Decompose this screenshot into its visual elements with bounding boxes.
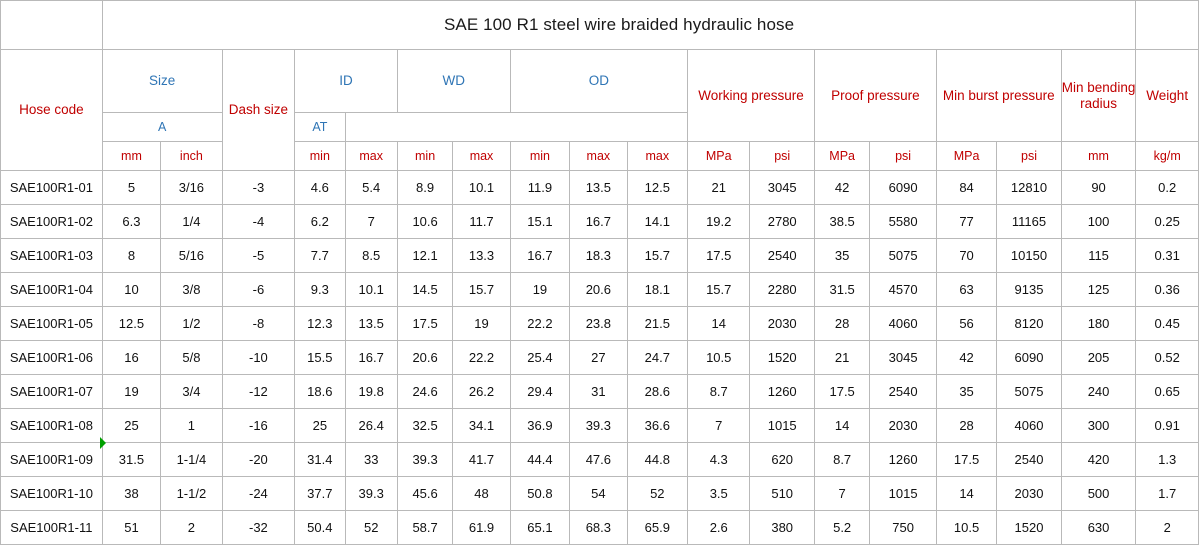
cell-id-min[interactable]: 50.4: [295, 511, 345, 545]
cell-size-mm[interactable]: 5: [102, 171, 160, 205]
header-unit-wd-min: min: [397, 142, 452, 171]
cell-wd-max[interactable]: 13.3: [453, 239, 510, 273]
cell-mbp-psi[interactable]: 2030: [997, 477, 1061, 511]
cell-a-max[interactable]: 27: [570, 341, 627, 375]
cell-wd-max[interactable]: 15.7: [453, 273, 510, 307]
cell-wd-max[interactable]: 26.2: [453, 375, 510, 409]
cell-a-max[interactable]: 23.8: [570, 307, 627, 341]
cell-wd-min[interactable]: 39.3: [397, 443, 452, 477]
table-row: [1, 341, 1199, 375]
cell-radius[interactable]: 205: [1061, 341, 1136, 375]
cell-radius[interactable]: 115: [1061, 239, 1136, 273]
cell-wp-psi[interactable]: 2780: [750, 205, 814, 239]
cell-wp-mpa[interactable]: 14: [688, 307, 750, 341]
cell-id-max[interactable]: 39.3: [345, 477, 397, 511]
cell-pp-mpa[interactable]: 35: [814, 239, 869, 273]
table-row: [1, 511, 1199, 545]
cell-size-mm[interactable]: 51: [102, 511, 160, 545]
cell-hose-code[interactable]: SAE100R1-09: [1, 443, 103, 477]
cell-pp-psi[interactable]: 6090: [870, 171, 936, 205]
cell-a-min[interactable]: 36.9: [510, 409, 569, 443]
cell-at-max[interactable]: 44.8: [627, 443, 687, 477]
cell-wd-min[interactable]: 45.6: [397, 477, 452, 511]
cell-mbp-mpa[interactable]: 10.5: [936, 511, 996, 545]
cell-pp-psi[interactable]: 2540: [870, 375, 936, 409]
cell-weight[interactable]: 2: [1136, 511, 1199, 545]
cell-wp-psi[interactable]: 380: [750, 511, 814, 545]
header-unit-wp-mpa: MPa: [688, 142, 750, 171]
cell-weight[interactable]: 0.52: [1136, 341, 1199, 375]
cell-id-min[interactable]: 25: [295, 409, 345, 443]
cell-wp-psi[interactable]: 3045: [750, 171, 814, 205]
cell-pp-mpa[interactable]: 14: [814, 409, 869, 443]
cell-a-max[interactable]: 54: [570, 477, 627, 511]
cell-a-min[interactable]: 15.1: [510, 205, 569, 239]
header-unit-a-min: min: [510, 142, 569, 171]
header-unit-size-mm: mm: [102, 142, 160, 171]
table-row: [1, 409, 1199, 443]
cell-pp-mpa[interactable]: 31.5: [814, 273, 869, 307]
cell-size-mm[interactable]: 19: [102, 375, 160, 409]
cell-a-max[interactable]: 16.7: [570, 205, 627, 239]
cell-at-max[interactable]: 65.9: [627, 511, 687, 545]
cell-mbp-mpa[interactable]: 14: [936, 477, 996, 511]
cell-wd-max[interactable]: 22.2: [453, 341, 510, 375]
header-unit-mbp-mpa: MPa: [936, 142, 996, 171]
cell-weight[interactable]: 0.36: [1136, 273, 1199, 307]
cell-id-min[interactable]: 31.4: [295, 443, 345, 477]
header-unit-size-inch: inch: [161, 142, 222, 171]
cell-hose-code[interactable]: SAE100R1-11: [1, 511, 103, 545]
cell-wd-min[interactable]: 12.1: [397, 239, 452, 273]
cell-a-max[interactable]: 13.5: [570, 171, 627, 205]
table-body: [1, 171, 1199, 545]
header-weight: Weight: [1136, 50, 1199, 142]
cell-mbp-mpa[interactable]: 42: [936, 341, 996, 375]
cell-mbp-psi[interactable]: 10150: [997, 239, 1061, 273]
header-od-at: AT: [295, 113, 345, 142]
cell-mbp-mpa[interactable]: 56: [936, 307, 996, 341]
cell-pp-mpa[interactable]: 5.2: [814, 511, 869, 545]
cell-mbp-psi[interactable]: 8120: [997, 307, 1061, 341]
cell-wp-mpa[interactable]: 4.3: [688, 443, 750, 477]
cell-weight[interactable]: 0.31: [1136, 239, 1199, 273]
header-row-groups: [1, 50, 1199, 113]
cell-dash[interactable]: -12: [222, 375, 295, 409]
cell-pp-mpa[interactable]: 21: [814, 341, 869, 375]
title-row: [1, 1, 1199, 50]
cell-wp-mpa[interactable]: 17.5: [688, 239, 750, 273]
cell-hose-code[interactable]: SAE100R1-01: [1, 171, 103, 205]
cell-id-max[interactable]: 7: [345, 205, 397, 239]
cell-radius[interactable]: 125: [1061, 273, 1136, 307]
header-hose-code: Hose code: [1, 50, 103, 171]
cell-weight[interactable]: 0.2: [1136, 171, 1199, 205]
cell-a-max[interactable]: 47.6: [570, 443, 627, 477]
cell-at-max[interactable]: 15.7: [627, 239, 687, 273]
header-wd: WD: [397, 50, 510, 113]
cell-hose-code[interactable]: SAE100R1-02: [1, 205, 103, 239]
cell-size-inch[interactable]: 1/4: [161, 205, 222, 239]
cell-id-min[interactable]: 4.6: [295, 171, 345, 205]
cell-mbp-mpa[interactable]: 84: [936, 171, 996, 205]
cell-id-max[interactable]: 16.7: [345, 341, 397, 375]
cell-pp-mpa[interactable]: 28: [814, 307, 869, 341]
cell-weight[interactable]: 0.91: [1136, 409, 1199, 443]
title-right-spacer: [1136, 1, 1199, 50]
cell-dash[interactable]: -24: [222, 477, 295, 511]
cell-size-inch[interactable]: 3/8: [161, 273, 222, 307]
header-unit-a-max: max: [570, 142, 627, 171]
cell-weight[interactable]: 1.7: [1136, 477, 1199, 511]
cell-mbp-psi[interactable]: 2540: [997, 443, 1061, 477]
cell-id-max[interactable]: 26.4: [345, 409, 397, 443]
cell-wd-min[interactable]: 8.9: [397, 171, 452, 205]
cell-dash[interactable]: -16: [222, 409, 295, 443]
cell-wp-mpa[interactable]: 7: [688, 409, 750, 443]
cell-a-max[interactable]: 18.3: [570, 239, 627, 273]
cell-mbp-mpa[interactable]: 70: [936, 239, 996, 273]
title-left-spacer: [1, 1, 103, 50]
cell-hose-code[interactable]: SAE100R1-03: [1, 239, 103, 273]
cell-size-inch[interactable]: 1-1/4: [161, 443, 222, 477]
cell-wd-max[interactable]: 41.7: [453, 443, 510, 477]
cell-id-max[interactable]: 19.8: [345, 375, 397, 409]
cell-wd-max[interactable]: 10.1: [453, 171, 510, 205]
table-row: [1, 477, 1199, 511]
cell-radius[interactable]: 100: [1061, 205, 1136, 239]
table-row: [1, 171, 1199, 205]
cell-mbp-mpa[interactable]: 17.5: [936, 443, 996, 477]
cell-selection-marker: [100, 437, 106, 449]
table-row: [1, 443, 1199, 477]
cell-size-inch[interactable]: 5/8: [161, 341, 222, 375]
cell-wd-max[interactable]: 61.9: [453, 511, 510, 545]
cell-pp-psi[interactable]: 750: [870, 511, 936, 545]
cell-pp-mpa[interactable]: 38.5: [814, 205, 869, 239]
cell-dash[interactable]: -20: [222, 443, 295, 477]
header-unit-wp-psi: psi: [750, 142, 814, 171]
header-min-burst-pressure: Min burst pressure: [936, 50, 1061, 142]
cell-a-min[interactable]: 19: [510, 273, 569, 307]
cell-size-mm[interactable]: 16: [102, 341, 160, 375]
header-working-pressure: Working pressure: [688, 50, 815, 142]
cell-hose-code[interactable]: SAE100R1-04: [1, 273, 103, 307]
cell-mbp-psi[interactable]: 12810: [997, 171, 1061, 205]
cell-id-max[interactable]: 52: [345, 511, 397, 545]
cell-wp-psi[interactable]: 1260: [750, 375, 814, 409]
cell-size-inch[interactable]: 2: [161, 511, 222, 545]
cell-mbp-psi[interactable]: 5075: [997, 375, 1061, 409]
cell-dash[interactable]: -6: [222, 273, 295, 307]
header-row-units: [1, 142, 1199, 171]
cell-wp-psi[interactable]: 1015: [750, 409, 814, 443]
cell-pp-psi[interactable]: 4060: [870, 307, 936, 341]
cell-wd-min[interactable]: 58.7: [397, 511, 452, 545]
header-unit-radius-mm: mm: [1061, 142, 1136, 171]
header-unit-mbp-psi: psi: [997, 142, 1061, 171]
cell-a-max[interactable]: 31: [570, 375, 627, 409]
cell-wp-psi[interactable]: 2540: [750, 239, 814, 273]
cell-mbp-mpa[interactable]: 63: [936, 273, 996, 307]
cell-a-min[interactable]: 22.2: [510, 307, 569, 341]
cell-id-min[interactable]: 18.6: [295, 375, 345, 409]
cell-pp-mpa[interactable]: 42: [814, 171, 869, 205]
cell-id-max[interactable]: 10.1: [345, 273, 397, 307]
cell-wp-mpa[interactable]: 3.5: [688, 477, 750, 511]
cell-mbp-mpa[interactable]: 35: [936, 375, 996, 409]
cell-dash[interactable]: -3: [222, 171, 295, 205]
cell-pp-mpa[interactable]: 17.5: [814, 375, 869, 409]
cell-a-min[interactable]: 44.4: [510, 443, 569, 477]
cell-mbp-mpa[interactable]: 28: [936, 409, 996, 443]
cell-at-max[interactable]: 18.1: [627, 273, 687, 307]
cell-wd-max[interactable]: 48: [453, 477, 510, 511]
cell-size-inch[interactable]: 1-1/2: [161, 477, 222, 511]
cell-radius[interactable]: 240: [1061, 375, 1136, 409]
cell-wp-mpa[interactable]: 2.6: [688, 511, 750, 545]
table-row: [1, 375, 1199, 409]
cell-weight[interactable]: 1.3: [1136, 443, 1199, 477]
header-unit-pp-mpa: MPa: [814, 142, 869, 171]
cell-id-max[interactable]: 33: [345, 443, 397, 477]
cell-mbp-psi[interactable]: 9135: [997, 273, 1061, 307]
cell-wp-mpa[interactable]: 10.5: [688, 341, 750, 375]
header-unit-id-max: max: [345, 142, 397, 171]
cell-wd-min[interactable]: 17.5: [397, 307, 452, 341]
cell-mbp-psi[interactable]: 11165: [997, 205, 1061, 239]
cell-dash[interactable]: -32: [222, 511, 295, 545]
cell-wd-min[interactable]: 32.5: [397, 409, 452, 443]
cell-hose-code[interactable]: SAE100R1-07: [1, 375, 103, 409]
cell-pp-mpa[interactable]: 8.7: [814, 443, 869, 477]
header-unit-weight-kgm: kg/m: [1136, 142, 1199, 171]
cell-at-max[interactable]: 21.5: [627, 307, 687, 341]
header-proof-pressure: Proof pressure: [814, 50, 936, 142]
cell-mbp-psi[interactable]: 4060: [997, 409, 1061, 443]
cell-wp-mpa[interactable]: 8.7: [688, 375, 750, 409]
cell-size-mm[interactable]: 6.3: [102, 205, 160, 239]
header-unit-wd-max: max: [453, 142, 510, 171]
cell-size-inch[interactable]: 1: [161, 409, 222, 443]
header-od: OD: [510, 50, 687, 113]
cell-size-mm[interactable]: 31.5: [102, 443, 160, 477]
cell-radius[interactable]: 90: [1061, 171, 1136, 205]
cell-size-inch[interactable]: 3/4: [161, 375, 222, 409]
cell-wd-max[interactable]: 11.7: [453, 205, 510, 239]
cell-id-min[interactable]: 6.2: [295, 205, 345, 239]
header-od-a: A: [102, 113, 222, 142]
cell-hose-code[interactable]: SAE100R1-05: [1, 307, 103, 341]
cell-a-min[interactable]: 50.8: [510, 477, 569, 511]
cell-wd-max[interactable]: 19: [453, 307, 510, 341]
header-min-bending-radius: Min bending radius: [1061, 50, 1136, 142]
header-unit-at-max: max: [627, 142, 687, 171]
table-row: [1, 307, 1199, 341]
cell-at-max[interactable]: 24.7: [627, 341, 687, 375]
cell-pp-psi[interactable]: 1260: [870, 443, 936, 477]
cell-pp-psi[interactable]: 5580: [870, 205, 936, 239]
cell-wp-mpa[interactable]: 19.2: [688, 205, 750, 239]
cell-id-min[interactable]: 15.5: [295, 341, 345, 375]
cell-id-min[interactable]: 37.7: [295, 477, 345, 511]
cell-a-max[interactable]: 68.3: [570, 511, 627, 545]
header-dash-size: Dash size: [222, 50, 295, 171]
cell-a-min[interactable]: 29.4: [510, 375, 569, 409]
cell-wd-min[interactable]: 20.6: [397, 341, 452, 375]
cell-wp-psi[interactable]: 510: [750, 477, 814, 511]
cell-radius[interactable]: 500: [1061, 477, 1136, 511]
cell-pp-psi[interactable]: 2030: [870, 409, 936, 443]
cell-wd-min[interactable]: 10.6: [397, 205, 452, 239]
cell-pp-psi[interactable]: 3045: [870, 341, 936, 375]
cell-id-max[interactable]: 5.4: [345, 171, 397, 205]
cell-a-max[interactable]: 39.3: [570, 409, 627, 443]
cell-weight[interactable]: 0.45: [1136, 307, 1199, 341]
cell-wd-min[interactable]: 14.5: [397, 273, 452, 307]
header-unit-id-min: min: [295, 142, 345, 171]
cell-at-max[interactable]: 28.6: [627, 375, 687, 409]
cell-id-max[interactable]: 13.5: [345, 307, 397, 341]
cell-at-max[interactable]: 36.6: [627, 409, 687, 443]
cell-mbp-mpa[interactable]: 77: [936, 205, 996, 239]
cell-hose-code[interactable]: SAE100R1-10: [1, 477, 103, 511]
cell-dash[interactable]: -10: [222, 341, 295, 375]
cell-size-mm[interactable]: 8: [102, 239, 160, 273]
cell-pp-mpa[interactable]: 7: [814, 477, 869, 511]
cell-at-max[interactable]: 52: [627, 477, 687, 511]
cell-wp-psi[interactable]: 2280: [750, 273, 814, 307]
cell-mbp-psi[interactable]: 6090: [997, 341, 1061, 375]
cell-size-mm[interactable]: 25: [102, 409, 160, 443]
cell-radius[interactable]: 630: [1061, 511, 1136, 545]
cell-dash[interactable]: -4: [222, 205, 295, 239]
cell-radius[interactable]: 420: [1061, 443, 1136, 477]
cell-wd-max[interactable]: 34.1: [453, 409, 510, 443]
cell-radius[interactable]: 180: [1061, 307, 1136, 341]
cell-id-min[interactable]: 7.7: [295, 239, 345, 273]
cell-id-max[interactable]: 8.5: [345, 239, 397, 273]
cell-dash[interactable]: -5: [222, 239, 295, 273]
cell-wd-min[interactable]: 24.6: [397, 375, 452, 409]
cell-wp-psi[interactable]: 1520: [750, 341, 814, 375]
cell-a-max[interactable]: 20.6: [570, 273, 627, 307]
cell-wp-psi[interactable]: 2030: [750, 307, 814, 341]
cell-a-min[interactable]: 11.9: [510, 171, 569, 205]
cell-id-min[interactable]: 12.3: [295, 307, 345, 341]
cell-size-mm[interactable]: 10: [102, 273, 160, 307]
header-size: Size: [102, 50, 222, 113]
cell-size-mm[interactable]: 38: [102, 477, 160, 511]
table-row: [1, 239, 1199, 273]
cell-weight[interactable]: 0.25: [1136, 205, 1199, 239]
cell-at-max[interactable]: 12.5: [627, 171, 687, 205]
cell-dash[interactable]: -8: [222, 307, 295, 341]
cell-a-min[interactable]: 65.1: [510, 511, 569, 545]
cell-wp-mpa[interactable]: 21: [688, 171, 750, 205]
cell-wp-mpa[interactable]: 15.7: [688, 273, 750, 307]
cell-hose-code[interactable]: SAE100R1-08: [1, 409, 103, 443]
cell-pp-psi[interactable]: 4570: [870, 273, 936, 307]
cell-size-inch[interactable]: 5/16: [161, 239, 222, 273]
cell-hose-code[interactable]: SAE100R1-06: [1, 341, 103, 375]
cell-size-inch[interactable]: 1/2: [161, 307, 222, 341]
cell-id-min[interactable]: 9.3: [295, 273, 345, 307]
cell-pp-psi[interactable]: 5075: [870, 239, 936, 273]
cell-radius[interactable]: 300: [1061, 409, 1136, 443]
cell-size-mm[interactable]: 12.5: [102, 307, 160, 341]
table-row: [1, 273, 1199, 307]
cell-wp-psi[interactable]: 620: [750, 443, 814, 477]
table-row: [1, 205, 1199, 239]
header-id: ID: [295, 50, 398, 113]
cell-pp-psi[interactable]: 1015: [870, 477, 936, 511]
cell-at-max[interactable]: 14.1: [627, 205, 687, 239]
header-unit-pp-psi: psi: [870, 142, 936, 171]
page-title: SAE 100 R1 steel wire braided hydraulic hose: [102, 1, 1136, 50]
cell-weight[interactable]: 0.65: [1136, 375, 1199, 409]
cell-a-min[interactable]: 25.4: [510, 341, 569, 375]
cell-a-min[interactable]: 16.7: [510, 239, 569, 273]
cell-size-inch[interactable]: 3/16: [161, 171, 222, 205]
cell-mbp-psi[interactable]: 1520: [997, 511, 1061, 545]
